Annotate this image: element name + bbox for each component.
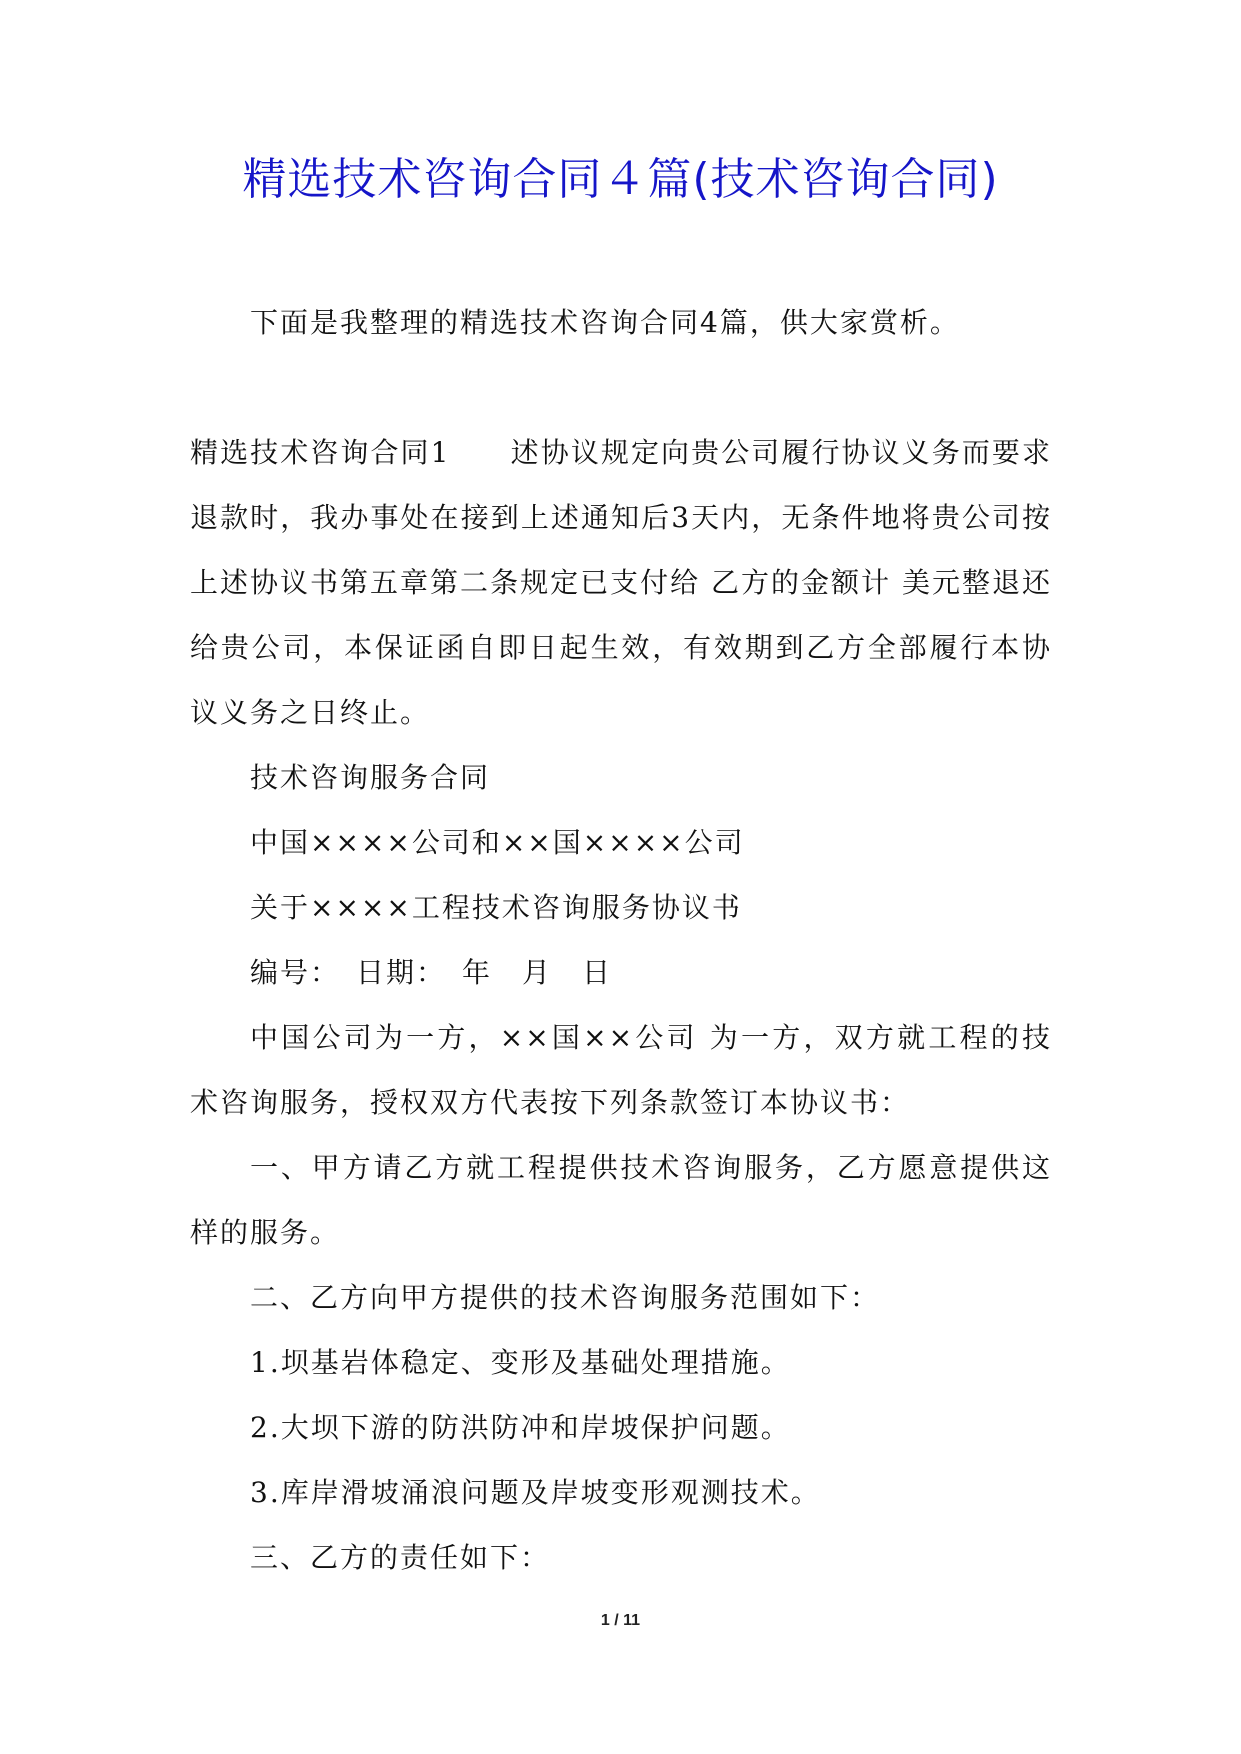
paragraph-8: 二、乙方向甲方提供的技术咨询服务范围如下： xyxy=(250,1281,881,1314)
paragraph-1: 精选技术咨询合同1 述协议规定向贵公司履行协议义务而要求退款时，我办事处在接到上述通知后3天内，无条件地将贵公司按上述协议书第五章第二条规定已支付给 乙方的金额计 美元整退还给贵公司，本保证函自即日起生效，有效期到乙方全部履行本协议义务之日终止。 xyxy=(190,436,1052,729)
paragraph-6: 中国公司为一方，××国××公司 为一方，双方就工程的技术咨询服务，授权双方代表按下列条款签订本协议书： xyxy=(190,1021,1052,1119)
paragraph-9: 1.坝基岩体稳定、变形及基础处理措施。 xyxy=(250,1346,791,1379)
intro-paragraph: 下面是我整理的精选技术咨询合同4篇，供大家赏析。 xyxy=(250,306,960,339)
paragraph-7: 一、甲方请乙方就工程提供技术咨询服务，乙方愿意提供这样的服务。 xyxy=(190,1151,1052,1249)
paragraph-11: 3.库岸滑坡涌浪问题及岸坡变形观测技术。 xyxy=(250,1476,821,1509)
paragraph-10: 2.大坝下游的防洪防冲和岸坡保护问题。 xyxy=(250,1411,791,1444)
document-body xyxy=(190,290,1052,1590)
page-number: 1 / 11 xyxy=(600,1612,641,1629)
paragraph-4: 关于××××工程技术咨询服务协议书 xyxy=(250,891,742,924)
paragraph-5: 编号： 日期： 年 月 日 xyxy=(250,956,613,989)
document-title: 精选技术咨询合同４篇(技术咨询合同) xyxy=(242,154,999,205)
paragraph-12: 三、乙方的责任如下： xyxy=(250,1541,551,1574)
paragraph-3: 中国××××公司和××国××××公司 xyxy=(250,826,745,859)
paragraph-2: 技术咨询服务合同 xyxy=(250,761,491,794)
